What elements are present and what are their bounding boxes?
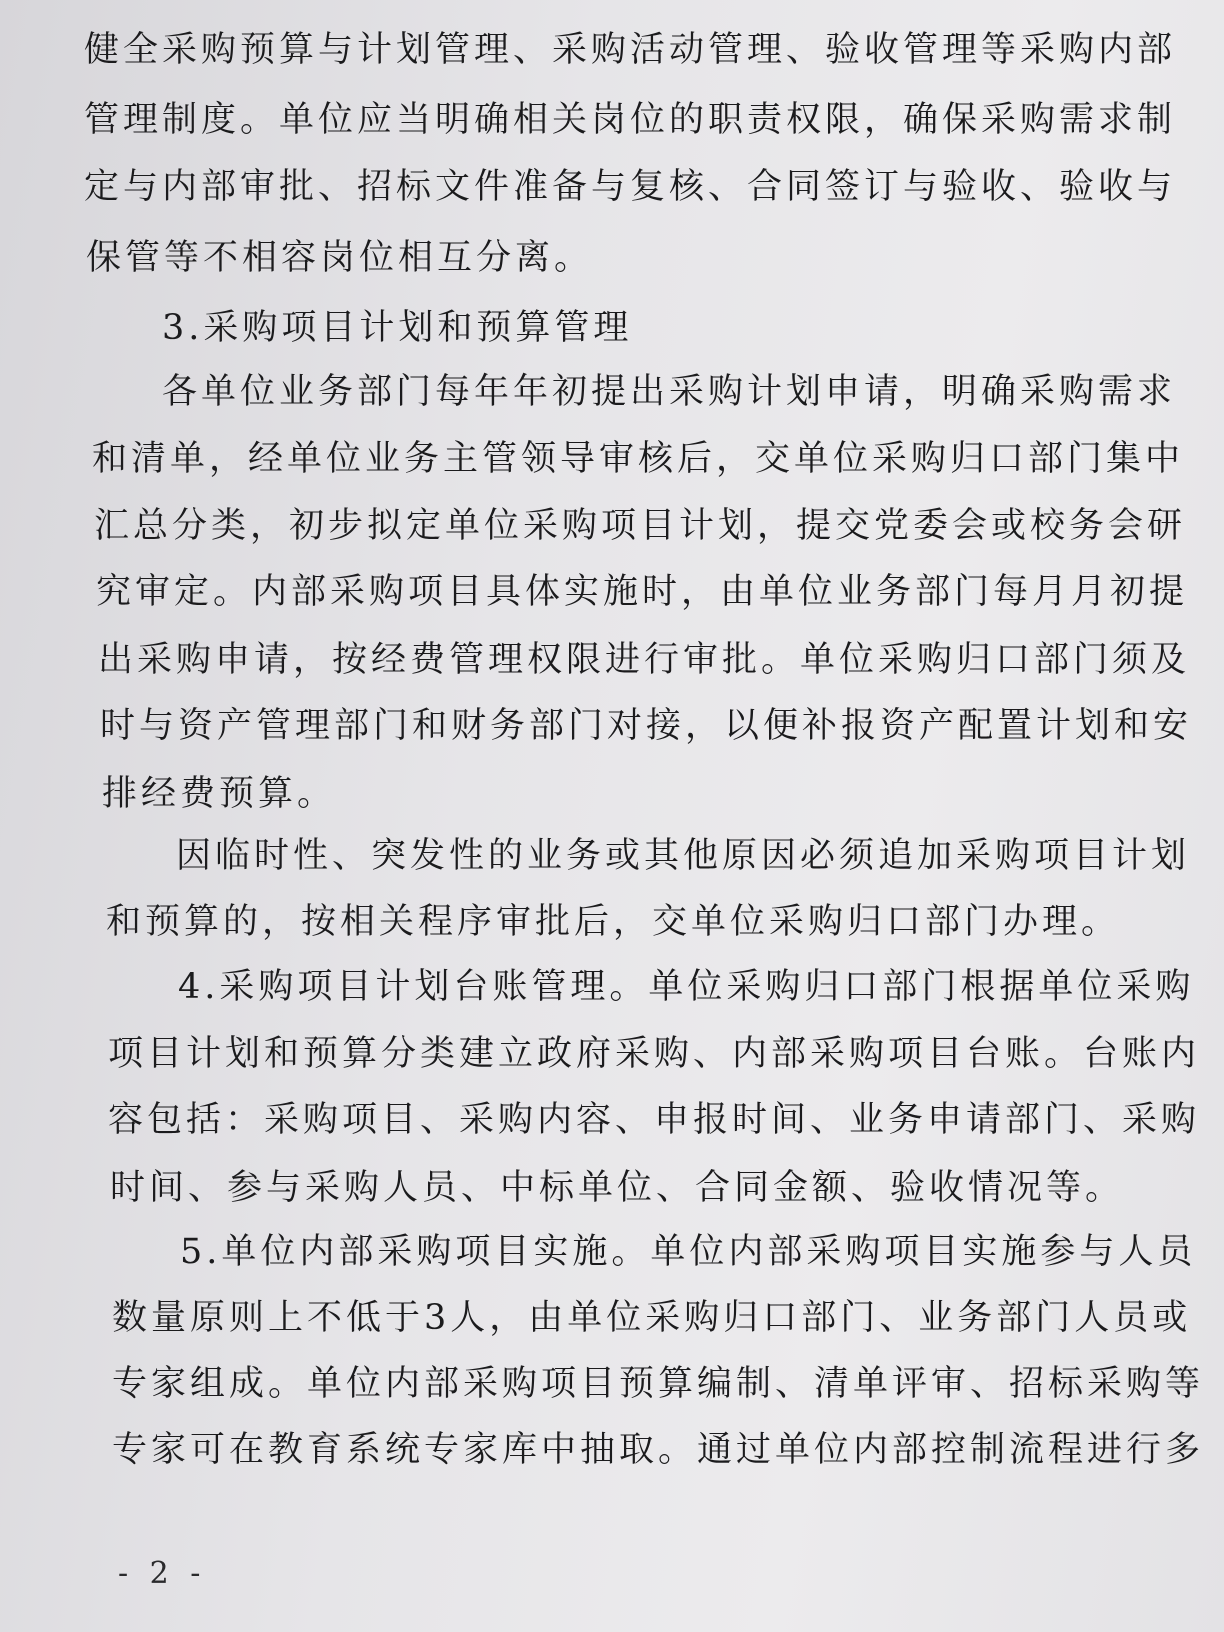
text-line-1: 健全采购预算与计划管理、采购活动管理、验收管理等采购内部 — [84, 30, 1177, 70]
text-line-6: 各单位业务部门每年年初提出采购计划申请，明确采购需求 — [162, 372, 1177, 412]
section-heading-3: 3.采购项目计划和预算管理 — [162, 308, 633, 348]
text-line-11: 时与资产管理部门和财务部门对接，以便补报资产配置计划和安 — [100, 706, 1193, 746]
text-line-22: 专家可在教育系统专家库中抽取。通过单位内部控制流程进行多 — [112, 1430, 1205, 1470]
text-line-18: 时间、参与采购人员、中标单位、合同金额、验收情况等。 — [110, 1168, 1125, 1208]
text-line-16: 项目计划和预算分类建立政府采购、内部采购项目台账。台账内 — [108, 1034, 1201, 1074]
text-line-8: 汇总分类，初步拟定单位采购项目计划，提交党委会或校务会研 — [94, 506, 1187, 546]
text-line-12: 排经费预算。 — [102, 774, 337, 814]
text-line-14: 和预算的，按相关程序审批后，交单位采购归口部门办理。 — [106, 902, 1121, 942]
text-line-9: 究审定。内部采购项目具体实施时，由单位业务部门每月月初提 — [96, 572, 1189, 612]
text-line-4: 保管等不相容岗位相互分离。 — [86, 238, 594, 278]
text-line-19: 5.单位内部采购项目实施。单位内部采购项目实施参与人员 — [180, 1232, 1197, 1272]
text-line-2: 管理制度。单位应当明确相关岗位的职责权限，确保采购需求制 — [84, 100, 1177, 140]
text-line-13: 因临时性、突发性的业务或其他原因必须追加采购项目计划 — [176, 836, 1191, 876]
page-number: - 2 - — [118, 1556, 207, 1591]
text-line-15: 4.采购项目计划台账管理。单位采购归口部门根据单位采购 — [178, 967, 1195, 1007]
text-line-21: 专家组成。单位内部采购项目预算编制、清单评审、招标采购等 — [112, 1364, 1205, 1404]
text-line-10: 出采购申请，按经费管理权限进行审批。单位采购归口部门须及 — [98, 640, 1191, 680]
text-line-7: 和清单，经单位业务主管领导审核后，交单位采购归口部门集中 — [92, 439, 1185, 479]
text-line-17: 容包括：采购项目、采购内容、申报时间、业务申请部门、采购 — [108, 1100, 1201, 1140]
text-line-3: 定与内部审批、招标文件准备与复核、合同签订与验收、验收与 — [84, 167, 1177, 207]
text-line-20: 数量原则上不低于3人，由单位采购归口部门、业务部门人员或 — [112, 1298, 1192, 1338]
